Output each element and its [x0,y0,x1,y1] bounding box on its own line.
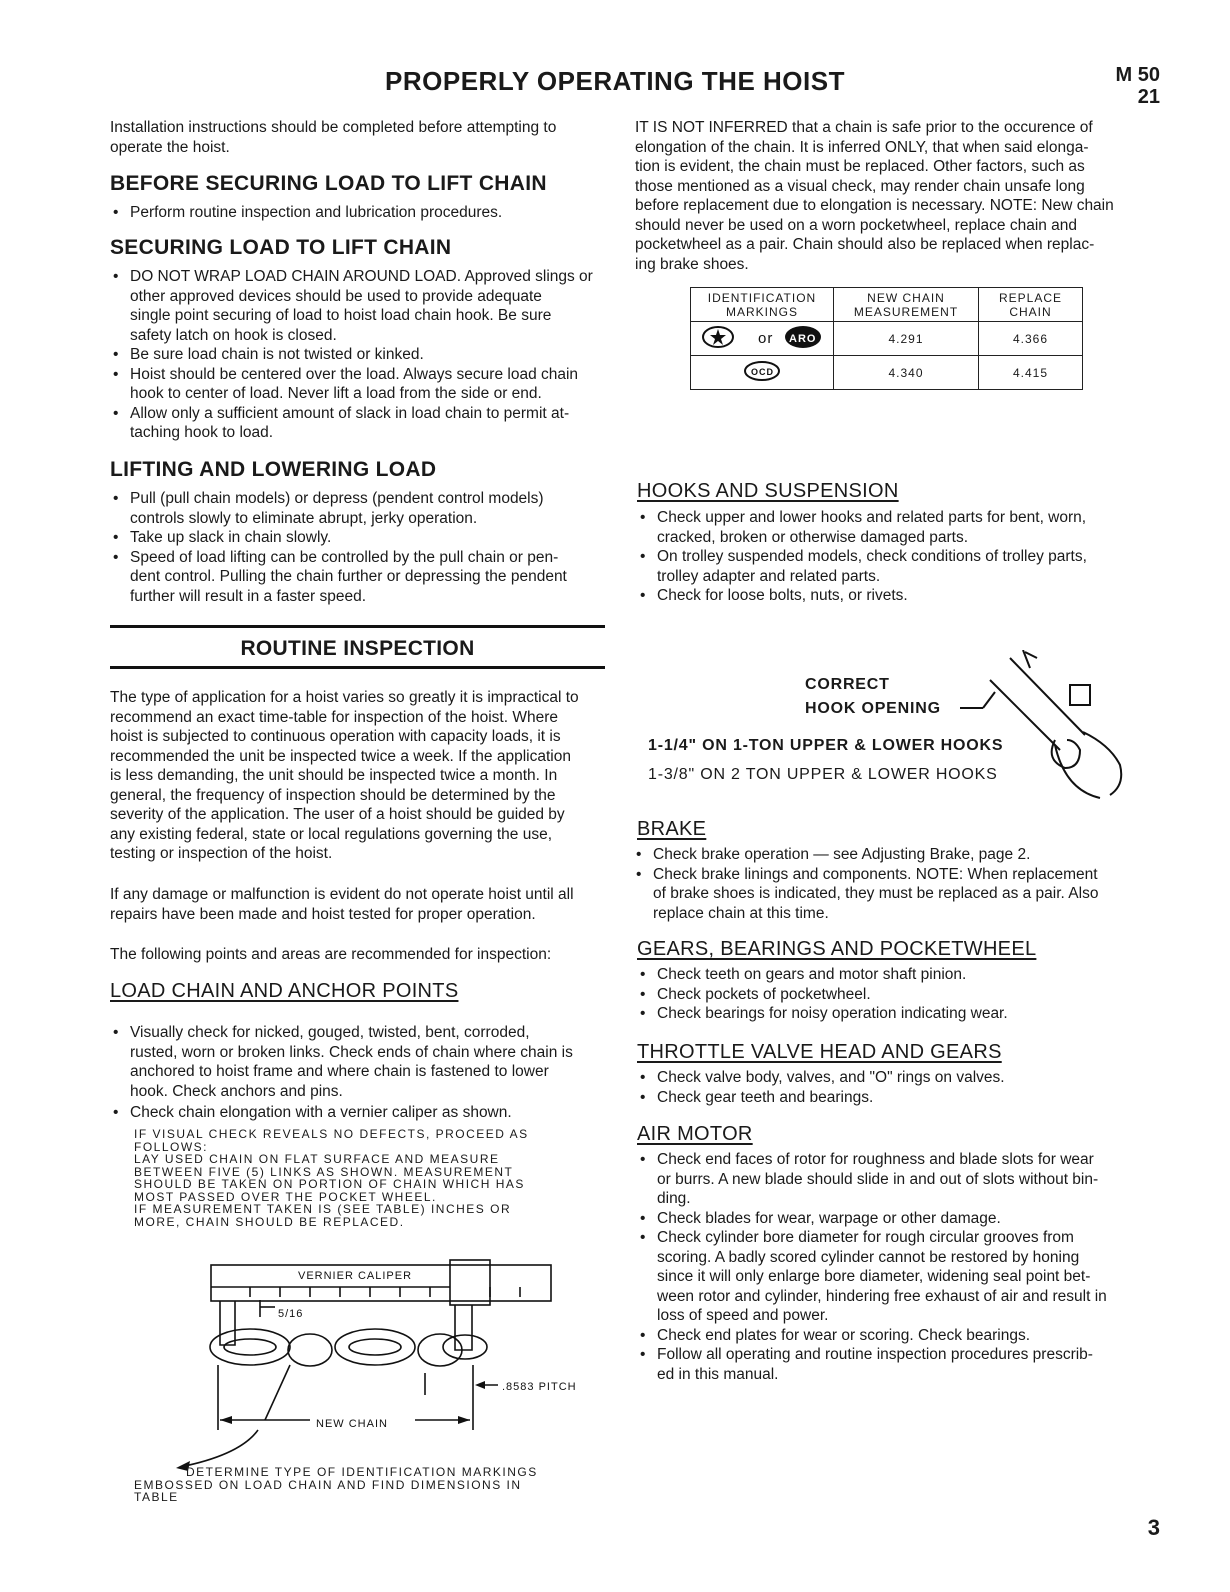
line: • Hoist should be centered over the load. Always secure load chain [130,365,579,383]
line: further will result in a faster speed. [130,587,367,605]
line: hook to center of load. Never lift a load from the side or end. [130,385,542,402]
line: • Check end faces of rotor for roughness and blade slots for wear [657,1151,1094,1168]
line: IF MEASUREMENT TAKEN IS (SEE TABLE) INCHES OR [134,1202,512,1216]
chain-link [210,1329,290,1365]
line: • Visually check for nicked, gouged, twisted, bent, corroded, [130,1024,530,1041]
section-number: 21 [1137,86,1160,108]
line: dent control. Pulling the chain further or depressing the pendent [130,568,567,585]
heading-load-chain: LOAD CHAIN AND ANCHOR POINTS [110,980,459,1002]
fixed-jaw [220,1301,235,1345]
list-item [637,1150,1147,1209]
label-five-sixteenths: 5/16 [278,1308,304,1320]
line: Installation instructions should be completed before attempting to [110,119,557,136]
line: • Be sure load chain is not twisted or kinked. [130,346,424,363]
list-item [110,489,610,528]
line: • DO NOT WRAP LOAD CHAIN AROUND LOAD. Approved slings or [130,268,593,285]
list-item [637,1326,1147,1346]
line: repairs have been made and hoist tested for proper operation. [110,905,536,923]
replace-chain-value: 4.366 [979,322,1083,356]
line: ween rotor and cylinder, hindering free exhaust of air and result in [657,1287,1107,1305]
line: • Check for loose bolts, nuts, or rivets. [657,587,908,604]
label-hook-opening: HOOK OPENING [805,700,941,717]
page-code [1080,64,1160,108]
line: MORE, CHAIN SHOULD BE REPLACED. [134,1214,405,1229]
before-securing-list [110,203,610,223]
new-chain-value: 4.340 [834,356,979,390]
list-item [637,1345,1147,1384]
model-code: M 50 [1115,64,1160,86]
line: • Check teeth on gears and motor shaft pinion. [657,966,967,983]
marking-or: or [758,330,774,347]
moving-jaw [455,1305,472,1350]
hooks-list [637,508,1142,606]
line: those mentioned as a visual check, may render chain unsafe long [635,177,1085,195]
line: • Check gear teeth and bearings. [657,1088,874,1106]
elongation-paragraph [635,118,1135,274]
line: tion is evident, the chain must be replaced. Other factors, such as [635,158,1085,175]
line: • Check upper and lower hooks and related parts for bent, worn, [657,509,1087,526]
list-item [637,586,1142,606]
line: • Check brake operation — see Adjusting Brake, page 2. [653,846,1031,863]
line: MOST PASSED OVER THE POCKET WHEEL. [134,1189,437,1204]
line: IF VISUAL CHECK REVEALS NO DEFECTS, PROCEED AS [134,1127,529,1141]
label-hook-1ton: 1-1/4" ON 1-TON UPPER & LOWER HOOKS [648,737,1004,754]
hook-shank [1010,658,1085,735]
list-item [110,548,610,607]
line: • Check cylinder bore diameter for rough circular grooves from [657,1229,1074,1246]
header-replace-chain: REPLACE CHAIN [979,288,1083,322]
line: anchored to hoist frame and where chain is fastened to lower [130,1063,549,1080]
line: recommend an exact time-table for inspection of the hoist. Where [110,708,558,726]
chain-link [288,1334,332,1366]
line: controls slowly to eliminate abrupt, jerky operation. [130,509,478,527]
page-number: 3 [1147,1515,1160,1540]
routine-paragraph-3: The following points and areas are recommended for inspection: [110,946,552,963]
line: • Check chain elongation with a vernier caliper as shown. [130,1104,512,1121]
line: ding. [657,1190,691,1207]
replace-chain-value: 4.415 [979,356,1083,390]
heading-securing: SECURING LOAD TO LIFT CHAIN [110,236,452,259]
line: FOLLOWS: [134,1139,209,1154]
line: trolley adapter and related parts. [657,567,881,585]
aro-logo-text: ARO [789,333,817,345]
line: • Check blades for wear, warpage or other damage. [657,1209,1001,1227]
list-item [637,965,1142,985]
heading-hooks: HOOKS AND SUSPENSION [637,480,899,502]
heading-gears: GEARS, BEARINGS AND POCKETWHEEL [637,938,1037,960]
line: • On trolley suspended models, check conditions of trolley parts, [657,548,1087,565]
line: since it will only enlarge bore diameter, widening seal point bet- [657,1268,1091,1285]
marking-cell [691,356,834,390]
new-chain-value: 4.291 [834,322,979,356]
marking-symbols [698,324,826,350]
line: The type of application for a hoist varies so greatly it is impractical to [110,689,579,706]
securing-list [110,267,610,443]
line: BETWEEN FIVE (5) LINKS AS SHOWN. MEASUREMENT [134,1164,514,1179]
heading-air-motor: AIR MOTOR [637,1123,753,1145]
list-item [637,1068,1142,1088]
label-new-chain: NEW CHAIN [316,1418,388,1430]
page-title: PROPERLY OPERATING THE HOIST [385,66,845,96]
caliper-slider [450,1260,490,1305]
line: or burrs. A new blade should slide in and out of slots without bin- [657,1170,1099,1188]
line: of brake shoes is indicated, they must be replaced as a pair. Also [653,885,1099,902]
hook-latch-pin [1070,685,1090,705]
line: pocketwheel as a pair. Chain should also be replaced when replac- [635,236,1095,253]
list-item [110,365,610,404]
list-item [637,1209,1147,1229]
load-chain-list [110,1023,610,1123]
measurement-instructions [134,1128,610,1228]
marking-cell [691,322,834,356]
identification-footnote [134,1466,614,1504]
line: recommended the unit be inspected twice a week. If the application [110,747,571,765]
line: is less demanding, the unit should be inspected twice a month. In [110,767,558,784]
line: DETERMINE TYPE OF IDENTIFICATION MARKINGS [186,1465,538,1479]
line: If any damage or malfunction is evident do not operate hoist until all [110,886,574,903]
line: • Check bearings for noisy operation indicating wear. [657,1005,1008,1022]
line: cracked, broken or otherwise damaged parts. [657,528,969,546]
heading-throttle: THROTTLE VALVE HEAD AND GEARS [637,1041,1002,1063]
list-item [633,845,1143,865]
divider-top [110,625,605,628]
line: should never be used on a worn pocketwheel, replace chain and [635,216,1078,234]
line: rusted, worn or broken links. Check ends of chain where chain is [130,1043,573,1061]
line: severity of the application. The user of a hoist should be guided by [110,806,565,823]
chain-measurement-table [690,287,1083,390]
line: SHOULD BE TAKEN ON PORTION OF CHAIN WHICH HAS [134,1177,525,1191]
routine-paragraph-2 [110,885,610,924]
table-row [691,322,1083,356]
list-item [110,267,610,345]
line: • Take up slack in chain slowly. [130,529,332,546]
lifting-list [110,489,610,606]
hook-body [1083,732,1121,795]
label-hook-2ton: 1-3/8" ON 2 TON UPPER & LOWER HOOKS [648,766,998,783]
line: safety latch on hook is closed. [130,326,337,344]
line: • Check valve body, valves, and "O" rings on valves. [657,1069,1005,1086]
list-item [110,404,610,443]
list-item [637,1088,1142,1108]
line: • Check brake linings and components. NOTE: When replacement [653,865,1098,883]
divider-bottom [110,666,605,669]
line: taching hook to load. [130,424,274,441]
label-correct: CORRECT [805,676,890,693]
list-item [637,985,1142,1005]
routine-paragraph-1 [110,688,610,864]
list-item [633,865,1143,924]
line: operate the hoist. [110,138,230,156]
intro-paragraph [110,118,610,157]
line: single point securing of load to hoist load chain hook. Be sure [130,307,552,324]
line: elongation of the chain. It is inferred ONLY, that when said elonga- [635,138,1089,156]
line: • Pull (pull chain models) or depress (pendent control models) [130,490,544,507]
list-item [110,1103,610,1123]
line: general, the frequency of inspection should be determined by the [110,786,556,804]
line: • Speed of load lifting can be controlled by the pull chain or pen- [130,548,559,566]
ocd-logo-text: OCD [751,367,774,377]
list-item: • Perform routine inspection and lubrication procedures. [110,203,610,223]
line: other approved devices should be used to provide adequate [130,287,542,305]
line: • Follow all operating and routine inspection procedures prescrib- [657,1346,1093,1363]
line: ing brake shoes. [635,255,749,273]
line: IT IS NOT INFERRED that a chain is safe prior to the occurence of [635,119,1093,136]
list-item [637,1004,1142,1024]
header-new-chain: NEW CHAIN MEASUREMENT [834,288,979,322]
line: LAY USED CHAIN ON FLAT SURFACE AND MEASURE [134,1152,500,1166]
heading-brake: BRAKE [637,818,707,840]
list-item [110,345,610,365]
line: TABLE [134,1490,179,1504]
line: scoring. A badly scored cylinder cannot be restored by honing [657,1248,1080,1266]
list-item [637,1228,1147,1326]
line: replace chain at this time. [653,904,829,922]
list-item [637,508,1142,547]
line: any existing federal, state or local regulations governing the use, [110,825,553,843]
list-item [637,547,1142,586]
table-row [691,356,1083,390]
line: hoist is subjected to continuous operation with capacity loads, it is [110,728,561,745]
ocd-logo-icon [732,359,792,383]
table-header-row [691,288,1083,322]
line: • Allow only a sufficient amount of slack in load chain to permit at- [130,404,570,422]
label-vernier-caliper: VERNIER CALIPER [298,1270,413,1282]
line: • Check pockets of pocketwheel. [657,985,871,1003]
line: testing or inspection of the hoist. [110,845,333,862]
heading-routine-inspection: ROUTINE INSPECTION [240,637,475,660]
air-motor-list [637,1150,1147,1384]
label-pitch: .8583 PITCH [502,1381,577,1393]
line: hook. Check anchors and pins. [130,1082,343,1100]
heading-lifting: LIFTING AND LOWERING LOAD [110,458,437,481]
line: EMBOSSED ON LOAD CHAIN AND FIND DIMENSIONS IN [134,1477,522,1492]
line: before replacement due to elongation is necessary. NOTE: New chain [635,197,1114,214]
line: ed in this manual. [657,1365,779,1383]
heading-before-securing: BEFORE SECURING LOAD TO LIFT CHAIN [110,172,547,195]
brake-list [633,845,1143,923]
throttle-list [637,1068,1142,1107]
chain-link [335,1329,415,1365]
list-item [110,1023,610,1101]
line: loss of speed and power. [657,1307,829,1324]
gears-list [637,965,1142,1024]
list-item [110,528,610,548]
line: • Check end plates for wear or scoring. Check bearings. [657,1326,1031,1344]
header-identification: IDENTIFICATION MARKINGS [691,288,834,322]
hook-diagram [955,650,1140,800]
